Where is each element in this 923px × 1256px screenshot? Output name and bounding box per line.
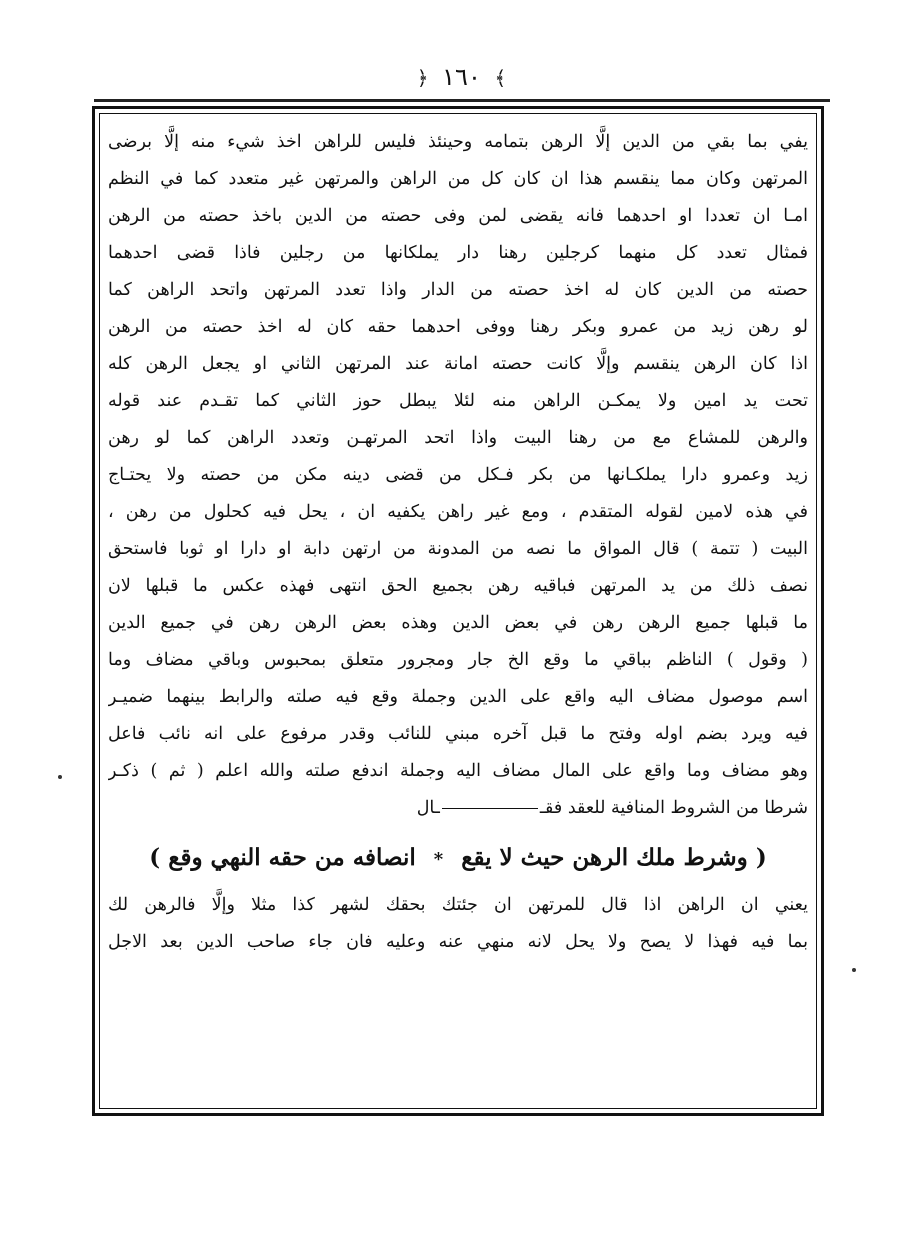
tail-text-start: شرطا من الشروط المنافية للعقد فقـ xyxy=(539,798,808,818)
text-line: حصته من الدين كان له اخذ حصته من الدار واذا تعدد المرتهن واتحد الراهن كما xyxy=(108,280,808,300)
text-line: لو رهن زيد من عمرو وبكر رهنا ووفى احدهما حقه كان له اخذ حصته من الرهن xyxy=(108,317,808,337)
top-rule xyxy=(94,99,830,102)
text-line: زيد وعمرو دارا يملكـانها من بكر فـكل من قضى دينه مكن من حصته ولا يحتـاج xyxy=(108,465,808,485)
verse-hemistich-2: انصافه من حقه النهي وقع xyxy=(168,844,416,871)
text-line: ( وقول ) الناظم بباقي ما وقع الخ جار ومجرور متعلق بمحبوس وباقي مضاف وما xyxy=(108,650,808,670)
text-line: في هذه لامين لقوله المتقدم ، ومع غير راهن يكفيه ان ، يحل فيه كحلول من رهن ، xyxy=(108,502,808,522)
text-line: البيت ( تتمة ) قال المواق ما نصه من المدونة من ارتهن دابة او دارا او ثوبا فاستحق xyxy=(108,539,808,559)
verse-hemistich-1: وشرط ملك الرهن حيث لا يقع xyxy=(461,844,748,871)
verse-close-paren: ) xyxy=(149,844,161,871)
verse-separator-star: * xyxy=(433,849,444,870)
left-ornament: ﴿ xyxy=(416,66,429,90)
kashida-bar xyxy=(442,808,538,809)
text-line: والرهن للمشاع مع من رهنا البيت واذا اتحد المرتهـن وتعدد الراهن كما لو رهن xyxy=(108,428,808,448)
text-line: يفي بما بقي من الدين إلَّا الرهن بتمامه وحينئذ فليس للراهن اخذ شيء منه إلَّا برضى xyxy=(108,132,808,152)
margin-speck xyxy=(852,968,856,972)
text-line: ما قبلها جميع الرهن رهن في بعض الدين وهذه بعض الرهن رهن في جميع الدين xyxy=(108,613,808,633)
tail-text-end: ـال xyxy=(416,798,440,818)
commentary-body xyxy=(108,124,808,790)
verse-open-paren: ( xyxy=(755,844,767,871)
text-line: يعني ان الراهن اذا قال للمرتهن ان جئتك بحقك لشهر كذا مثلا وإلَّا فالرهن لك xyxy=(108,895,808,915)
page-number: ١٦٠ xyxy=(442,63,481,91)
text-line: امـا ان تعددا او احدهما فانه يقضى لمن وفى حصته من الدين باخذ حصته من الرهن xyxy=(108,206,808,226)
text-line: تحت يد امين ولا يمكـن الراهن منه لئلا يبطل حوز الثاني كما تقـدم عند قوله xyxy=(108,391,808,411)
text-line: بما فيه فهذا لا يصح ولا يحل لانه منهي عنه وعليه فان جاء صاحب الدين بعد الاجل xyxy=(108,932,808,952)
text-line: اذا كان الرهن ينقسم وإلَّا كانت حصته امانة عند المرتهن الثاني او يجعل الرهن كله xyxy=(108,354,808,374)
text-line: وهو مضاف وما واقع على المال مضاف اليه وجملة اندفع صلته والله اعلم ( ثم ) ذكـر xyxy=(108,761,808,781)
page-number-header xyxy=(0,62,923,93)
right-ornament: ﴾ xyxy=(494,66,507,90)
text-line: المرتهن وكان مما ينقسم هذا ان كان كل من الراهن والمرتهن غير متعدد كما في النظم xyxy=(108,169,808,189)
text-line: نصف ذلك من يد المرتهن فباقيه رهن بجميع الحق انتهى فهذه عكس ما قبلها لان xyxy=(108,576,808,596)
text-line xyxy=(108,790,808,827)
margin-speck xyxy=(58,775,62,779)
page-text xyxy=(108,124,808,961)
text-line: فمثال تعدد كل منهما كرجلين رهنا دار يملكانها من رجلين فاذا قضى احدهما xyxy=(108,243,808,263)
text-line: اسم موصول مضاف اليه واقع على الدين وجملة وقع فيه صلته والرابط بينهما ضميـر xyxy=(108,687,808,707)
verse-line xyxy=(108,831,808,885)
text-line: فيه ويرد بضم اوله وفتح ما قبل آخره مبني للنائب وقدر مرفوع على انه نائب فاعل xyxy=(108,724,808,744)
